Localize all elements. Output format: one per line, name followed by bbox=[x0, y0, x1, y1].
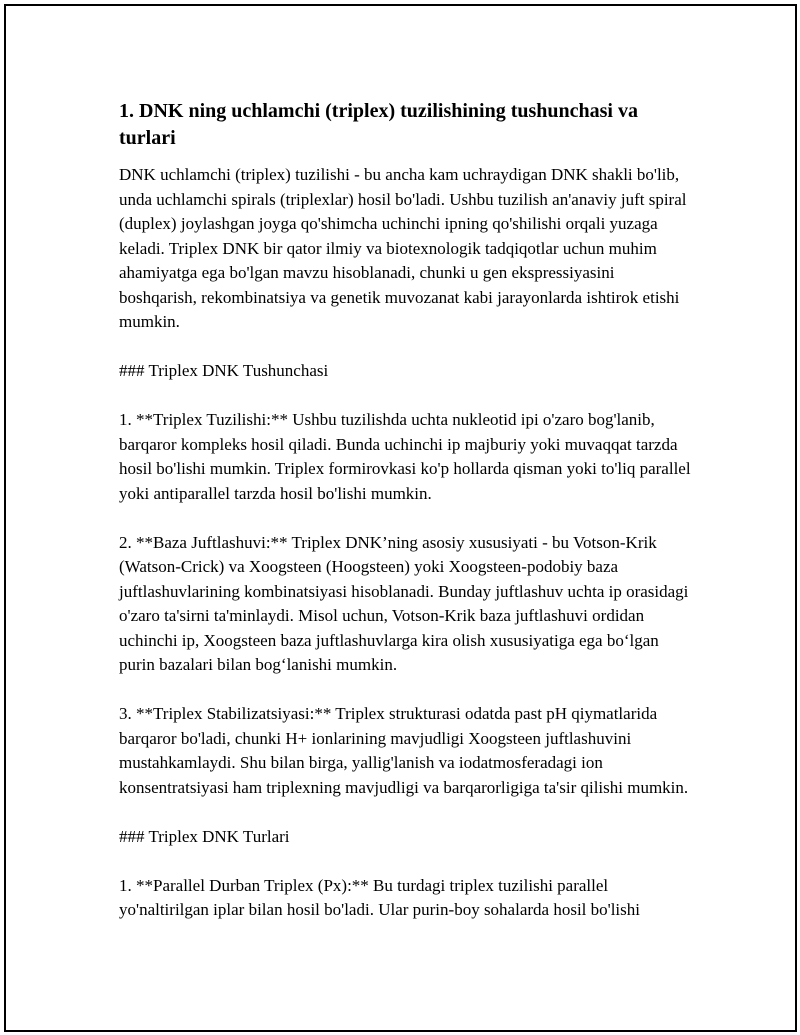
list-item-stabilization: 3. **Triplex Stabilizatsiyasi:** Triplex strukturasi odatda past pH qiymatlarida barqaror bo'ladi, chunki H+ ionlarining mavjudligi Xoogsteen juftlashuvini mustahkamlaydi. Shu bilan birga, yallig'lanish va iodatmosferadagi ion konsentratsiyasi ham triplexning mavjudligi va barqarorligiga ta'sir qilishi mumkin. bbox=[119, 704, 689, 797]
list-item-structure: 1. **Triplex Tuzilishi:** Ushbu tuzilishda uchta nukleotid ipi o'zaro bog'lanib, barqaror kompleks hosil qiladi. Bunda uchinchi ip majburiy yoki muvaqqat tarzda hosil bo'lishi mumkin. Triplex formirovkasi ko'p hollarda qisman yoki to'liq parallel yoki antiparallel tarzda hosil bo'lishi mumkin. bbox=[119, 410, 691, 503]
section-heading-concept: ### Triplex DNK Tushunchasi bbox=[119, 361, 329, 380]
list-item-base-pairing: 2. **Baza Juftlashuvi:** Triplex DNK’ning asosiy xususiyati - bu Votson-Krik (Watson-Crick) va Xoogsteen (Hoogsteen) yoki Xoogsteen-podobiy baza juftlashuvlarining kombinatsiyasi hisoblanadi. Bunday juftlashuv uchta ip orasidagi o'zaro ta'sirni ta'minlaydi. Misol uchun, Votson-Krik baza juftlashuvi ordidan uchinchi ip, Xoogsteen baza juftlashuvlarga kira olish xususiyatiga ega bo‘lgan purin bazalari bilan bog‘lanishi mumkin. bbox=[119, 532, 689, 674]
intro-paragraph: DNK uchlamchi (triplex) tuzilishi - bu ancha kam uchraydigan DNK shakli bo'lib, unda uchlamchi spirals (triplexlar) hosil bo'ladi. Ushbu tuzilish an'anaviy juft spiral (duplex) joylashgan joyga qo'shimcha uchinchi ipning qo'shilishi orqali yuzaga keladi. Triplex DNK bir qator ilmiy va biotexnologik tadqiqotlar uchun muhim ahamiyatga ega bo'lgan mavzu hisoblanadi, chunki u gen ekspressiyasini boshqarish, rekombinatsiya va genetik muvozanat kabi jarayonlarda ishtirok etishi mumkin. bbox=[119, 165, 687, 331]
section-heading-types: ### Triplex DNK Turlari bbox=[119, 826, 290, 846]
document-title: 1. DNK ning uchlamchi (triplex) tuzilishining tushunchasi va turlari bbox=[119, 100, 638, 149]
document-body bbox=[119, 98, 694, 947]
document-page bbox=[4, 4, 797, 1032]
list-item-parallel-triplex: 1. **Parallel Durban Triplex (Px):** Bu turdagi triplex tuzilishi parallel yo'naltirilgan iplar bilan hosil bo'ladi. Ular purin-boy sohalarda hosil bo'lishi bbox=[119, 875, 640, 919]
